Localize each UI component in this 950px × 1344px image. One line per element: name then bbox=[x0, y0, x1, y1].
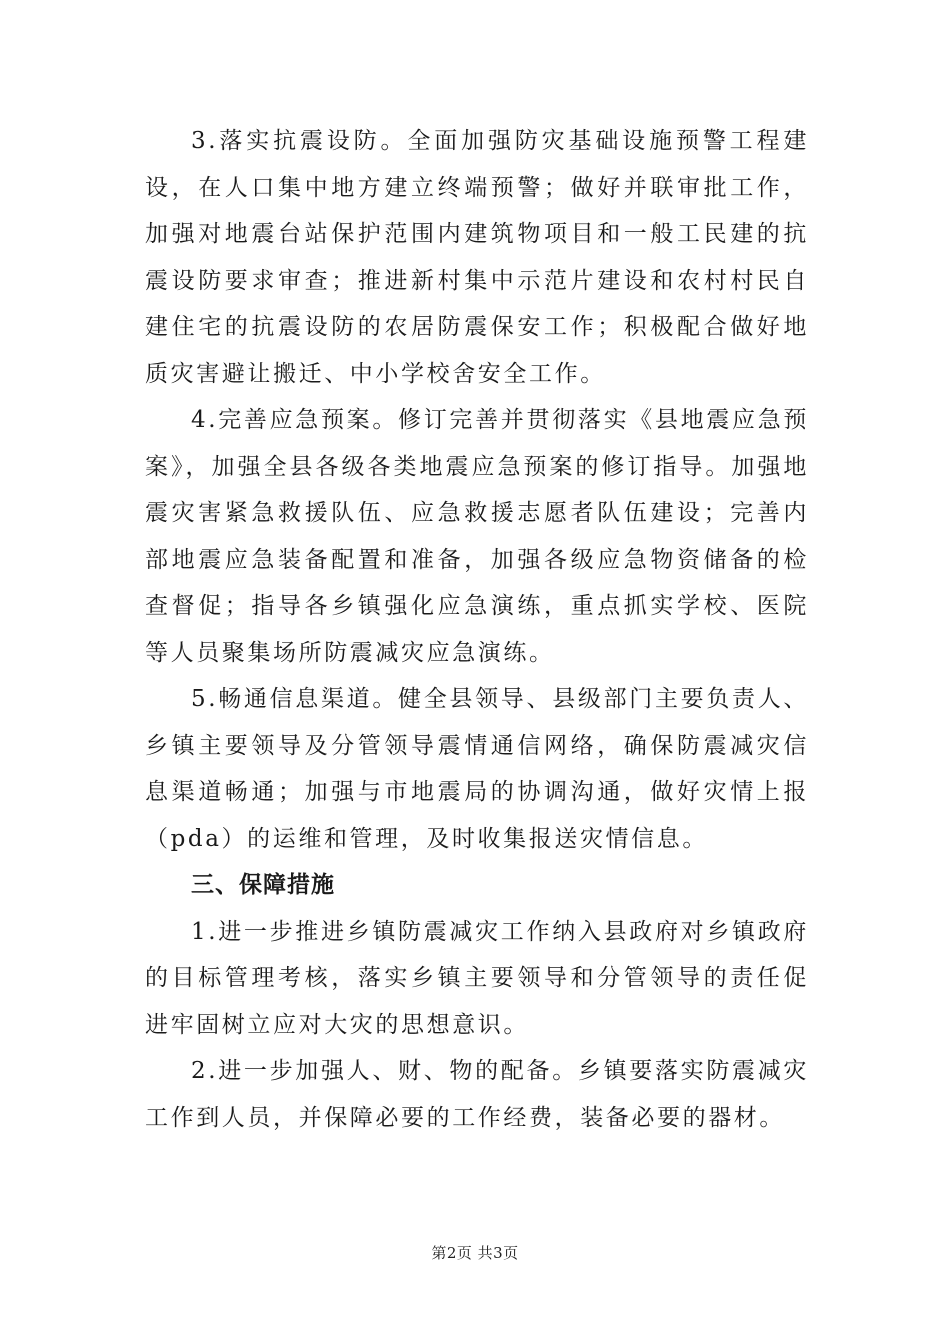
document-body bbox=[145, 118, 809, 1141]
paragraph-seismic-fortification: 3.落实抗震设防。全面加强防灾基础设施预警工程建设，在人口集中地方建立终端预警；做好并联审批工作，加强对地震台站保护范围内建筑物项目和一般工民建的抗震设防要求审查；推进新村集中示范片建设和农村村民自建住宅的抗震设防的农居防震保安工作；积极配合做好地质灾害避让搬迁、中小学校舍安全工作。 bbox=[145, 128, 809, 387]
page-number-footer: 第2页 共3页 bbox=[431, 1244, 519, 1262]
paragraph-information-channels: 5.畅通信息渠道。健全县领导、县级部门主要负责人、乡镇主要领导及分管领导震情通信网络，确保防震减灾信息渠道畅通；加强与市地震局的协调沟通，做好灾情上报（pda）的运维和管理，及时收集报送灾情信息。 bbox=[145, 686, 809, 852]
paragraph-target-management: 1.进一步推进乡镇防震减灾工作纳入县政府对乡镇政府的目标管理考核，落实乡镇主要领导和分管领导的责任促进牢固树立应对大灾的思想意识。 bbox=[145, 918, 809, 1038]
paragraph-resource-allocation: 2.进一步加强人、财、物的配备。乡镇要落实防震减灾工作到人员，并保障必要的工作经费，装备必要的器材。 bbox=[145, 1058, 809, 1131]
paragraph-emergency-plan: 4.完善应急预案。修订完善并贯彻落实《县地震应急预案》，加强全县各级各类地震应急预案的修订指导。加强地震灾害紧急救援队伍、应急救援志愿者队伍建设；完善内部地震应急装备配置和准备，加强各级应急物资储备的检查督促；指导各乡镇强化应急演练，重点抓实学校、医院等人员聚集场所防震减灾应急演练。 bbox=[145, 407, 809, 666]
section-heading: 三、保障措施 bbox=[191, 872, 335, 898]
